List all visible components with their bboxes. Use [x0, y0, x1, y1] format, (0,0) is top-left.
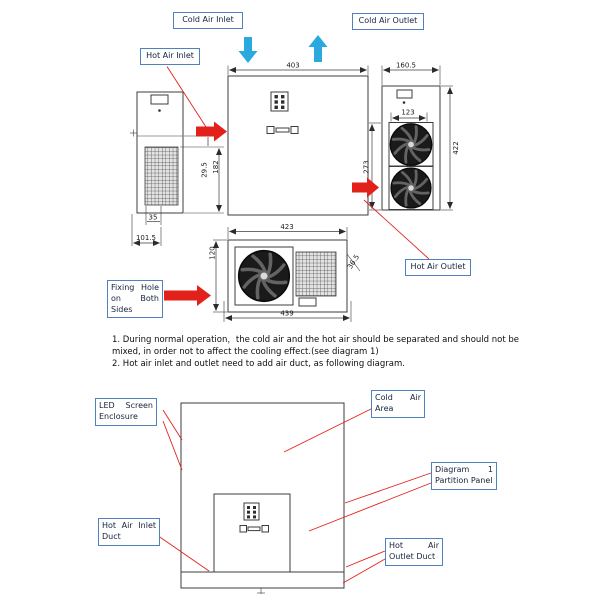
fan-icon: [391, 168, 431, 208]
note-1-line-1: 1. During normal operation，the cold air and the hot air should be separated and should not be: [112, 335, 519, 345]
vent-grid: [296, 252, 336, 296]
fixing-hole-arrow: [164, 285, 211, 306]
svg-text:423: 423: [280, 223, 294, 231]
control-panel-icon: [271, 92, 288, 111]
hot-air-outlet-arrow: [352, 178, 379, 198]
vent-grid: [145, 147, 178, 205]
connector-icon: [240, 526, 269, 533]
label-cold-air-outlet: Cold Air Outlet: [352, 13, 424, 30]
svg-text:29.5: 29.5: [200, 162, 209, 178]
dim-top-width: [228, 223, 347, 239]
svg-text:120: 120: [208, 246, 217, 260]
svg-text:36.5: 36.5: [346, 253, 362, 271]
bottom-view: [228, 240, 347, 312]
fan-icon: [390, 124, 431, 165]
operation-notes: [112, 335, 584, 370]
svg-text:422: 422: [452, 141, 460, 155]
label-cold-air-area: Cold Air Area: [371, 390, 425, 418]
dim-foot-width: [146, 206, 161, 225]
dim-fan-pitch: [363, 123, 382, 210]
installation-diagram: [181, 403, 344, 594]
label-diagram-partition-panel: Diagram 1 Partition Panel: [431, 462, 497, 490]
label-hot-air-outlet: Hot Air Outlet: [405, 259, 471, 276]
svg-text:182: 182: [212, 160, 220, 174]
svg-text:35: 35: [148, 213, 158, 222]
fan-icon: [239, 251, 290, 302]
svg-text:160.5: 160.5: [395, 61, 417, 70]
label-led-screen-enclosure: LED Screen Enclosure: [95, 398, 157, 426]
label-hot-air-outlet-duct: Hot Air Outlet Duct: [385, 538, 443, 566]
label-fixing-hole: Fixing Hole on Both Sides: [107, 280, 163, 318]
svg-text:403: 403: [286, 61, 300, 70]
dim-side-width: [382, 62, 440, 86]
svg-text:101.5: 101.5: [135, 234, 157, 242]
label-hot-air-inlet: Hot Air Inlet: [140, 48, 200, 65]
cold-air-outlet-arrow: [309, 35, 328, 62]
dim-fan-width: [391, 109, 427, 122]
label-hot-air-inlet-duct: Hot Air Inlet Duct: [98, 518, 160, 546]
control-panel-icon: [244, 503, 259, 520]
dim-front-width: [228, 62, 368, 76]
dim-corner: [346, 253, 361, 271]
dim-vent-height: [184, 149, 224, 214]
note-1-line-2: mixed, in order not to affect the cooling effect.(see diagram 1): [112, 346, 379, 357]
cold-air-inlet-arrow: [239, 37, 258, 63]
left-side-view: [130, 92, 183, 213]
note-2: 2. Hot air inlet and outlet need to add air duct, as following diagram.: [112, 358, 405, 369]
svg-text:439: 439: [280, 309, 294, 318]
dim-unit-height: [441, 86, 460, 210]
connector-icon: [267, 127, 298, 134]
hot-air-inlet-arrow: [196, 122, 227, 142]
right-side-view: [382, 86, 440, 210]
svg-text:273: 273: [362, 160, 371, 174]
label-cold-air-inlet: Cold Air Inlet: [173, 12, 243, 29]
front-view: [228, 76, 368, 215]
svg-text:123: 123: [401, 108, 415, 117]
